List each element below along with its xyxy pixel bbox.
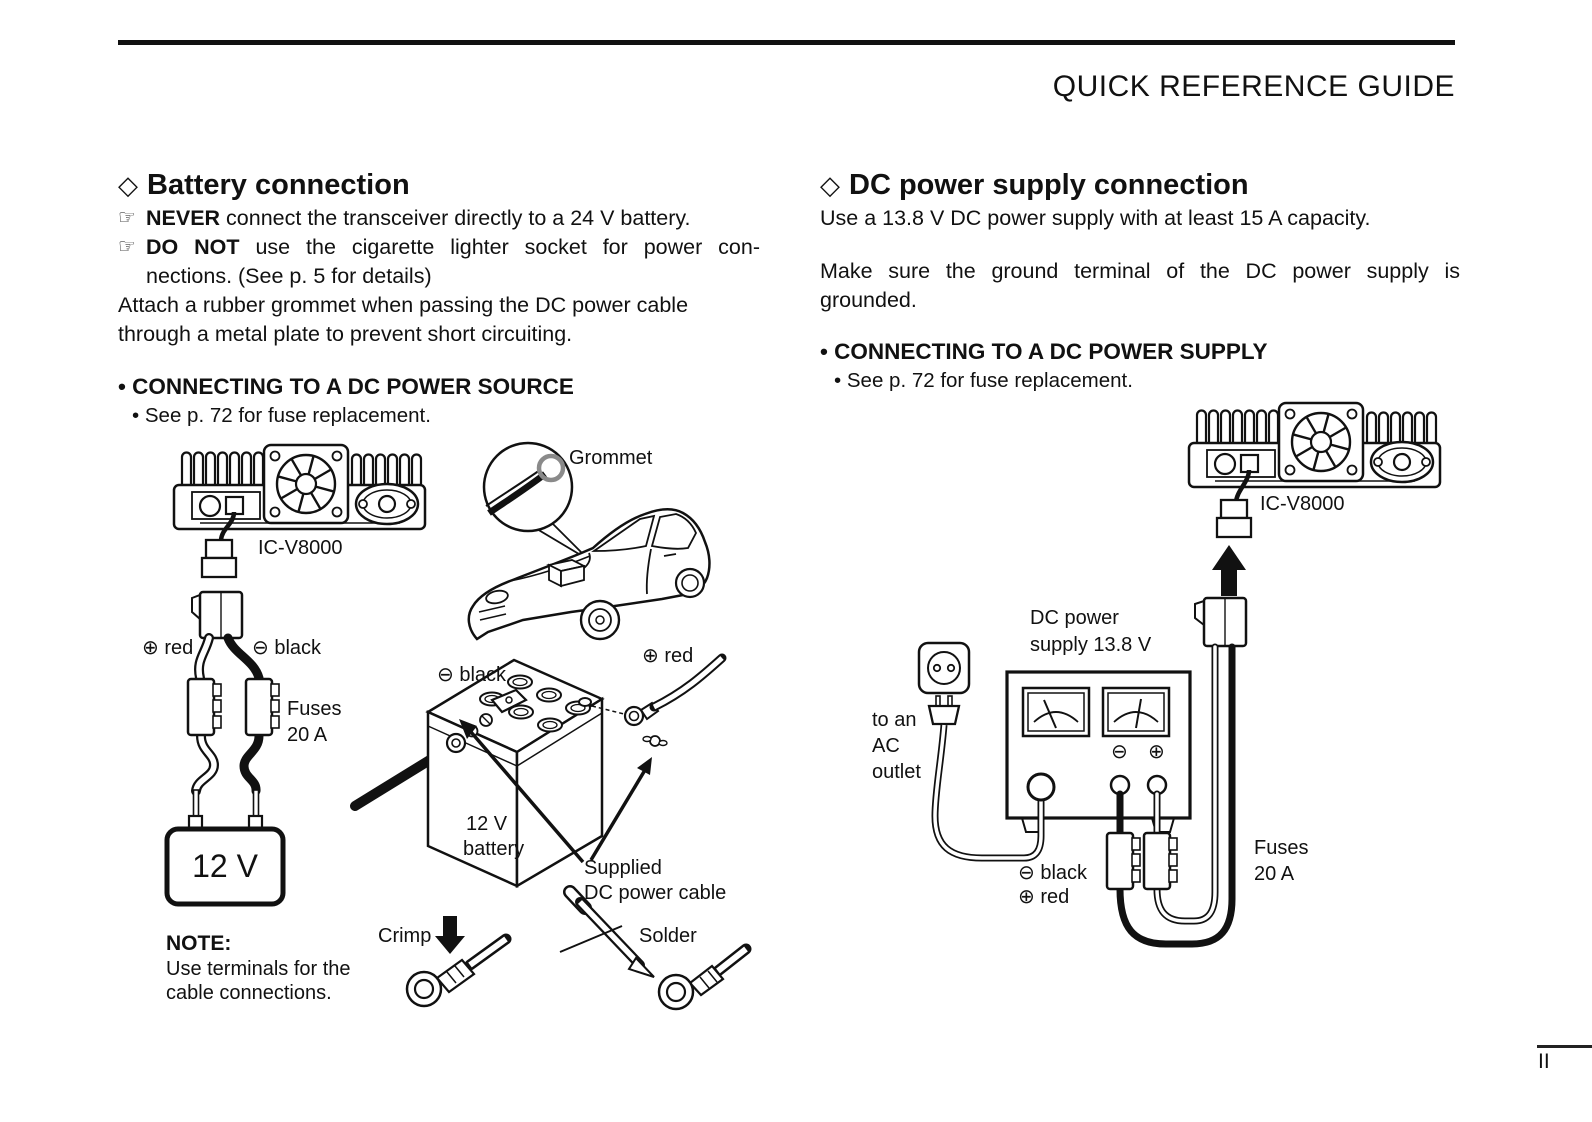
label-model-left: IC-V8000: [258, 537, 343, 559]
dc-power-supply-illustration: [935, 672, 1190, 858]
label-black-left: ⊖ black: [252, 637, 322, 659]
label-fuses-right-2: 20 A: [1254, 863, 1295, 885]
car-battery-illustration: [355, 658, 722, 886]
pointing-hand-icon: ☞: [118, 236, 136, 258]
dc-capacity-line: Use a 13.8 V DC power supply with at least 15 A capacity.: [820, 206, 1371, 230]
plus-terminal-icon: ⊕: [1148, 741, 1165, 763]
up-arrow-icon: [1212, 545, 1246, 596]
dc-plug-right-illustration: [1195, 470, 1251, 646]
label-battery-12v: 12 V: [192, 848, 258, 884]
label-red-left: ⊕ red: [142, 637, 194, 659]
label-dc-supply-1: DC power: [1030, 607, 1119, 629]
label-black-battery: ⊖ black: [437, 664, 507, 686]
page-title: QUICK REFERENCE GUIDE: [1052, 70, 1455, 103]
diamond-icon: ◇: [118, 170, 138, 200]
warning-donot-continuation: nections. (See p. 5 for details): [146, 264, 432, 288]
label-grommet: Grommet: [569, 447, 653, 469]
ground-line1: Make sure the ground terminal of the DC power supply is: [820, 259, 1460, 283]
label-note-2: cable connections.: [166, 982, 332, 1004]
page-number: II: [1538, 1050, 1550, 1073]
label-model-right: IC-V8000: [1260, 493, 1345, 515]
minus-terminal-icon: ⊖: [1111, 741, 1128, 763]
label-note-1: Use terminals for the: [166, 958, 351, 980]
label-solder: Solder: [639, 925, 697, 947]
ac-outlet-illustration: [919, 643, 969, 724]
dc-plug-left-illustration: [192, 512, 242, 638]
label-outlet-1: to an: [872, 709, 917, 731]
pointing-hand-icon: ☞: [118, 207, 136, 229]
connecting-dc-supply-subheading: • CONNECTING TO A DC POWER SUPPLY: [820, 339, 1268, 364]
footer-rule: [1537, 1045, 1592, 1048]
grommet-paragraph-line2: through a metal plate to prevent short circuiting.: [118, 322, 573, 346]
label-note-title: NOTE:: [166, 932, 232, 955]
label-12v-battery-1: 12 V: [466, 813, 508, 835]
solder-terminal-illustration: [560, 892, 746, 1009]
label-fuses-left-2: 20 A: [287, 724, 328, 746]
label-red-battery: ⊕ red: [642, 645, 694, 667]
ground-line2: grounded.: [820, 288, 917, 312]
warning-donot-bold: DO NOT: [146, 235, 240, 259]
label-outlet-2: AC: [872, 735, 900, 757]
fuse-replacement-note: • See p. 72 for fuse replacement.: [132, 404, 431, 427]
transceiver-rear-right-illustration: [1189, 403, 1440, 487]
diamond-icon: ◇: [820, 170, 840, 200]
label-supplied-2: DC power cable: [584, 882, 727, 904]
warning-never-bold: NEVER: [146, 206, 221, 230]
fuse-replacement-note: • See p. 72 for fuse replacement.: [834, 369, 1133, 392]
connecting-dc-source-subheading: • CONNECTING TO A DC POWER SOURCE: [118, 374, 574, 399]
transceiver-rear-left-illustration: [174, 445, 425, 529]
label-dc-supply-2: supply 13.8 V: [1030, 634, 1152, 656]
label-12v-battery-2: battery: [463, 838, 525, 860]
label-black-right: ⊖ black: [1018, 862, 1088, 884]
warning-never-text: connect the transceiver directly to a 24 V battery.: [220, 206, 691, 230]
car-illustration: [469, 509, 710, 639]
warning-donot-text: use the cigarette lighter socket for power con-: [239, 235, 760, 259]
label-supplied-1: Supplied: [584, 857, 662, 879]
label-fuses-right-1: Fuses: [1254, 837, 1309, 859]
grommet-paragraph-line1: Attach a rubber grommet when passing the DC power cable: [118, 293, 689, 317]
label-fuses-left-1: Fuses: [287, 698, 342, 720]
label-outlet-3: outlet: [872, 761, 921, 783]
label-crimp: Crimp: [378, 925, 432, 947]
dc-section-heading-text: DC power supply connection: [849, 169, 1249, 201]
down-arrow-icon: [435, 916, 465, 954]
battery-section-heading-text: Battery connection: [147, 169, 410, 201]
label-red-right: ⊕ red: [1018, 886, 1070, 908]
